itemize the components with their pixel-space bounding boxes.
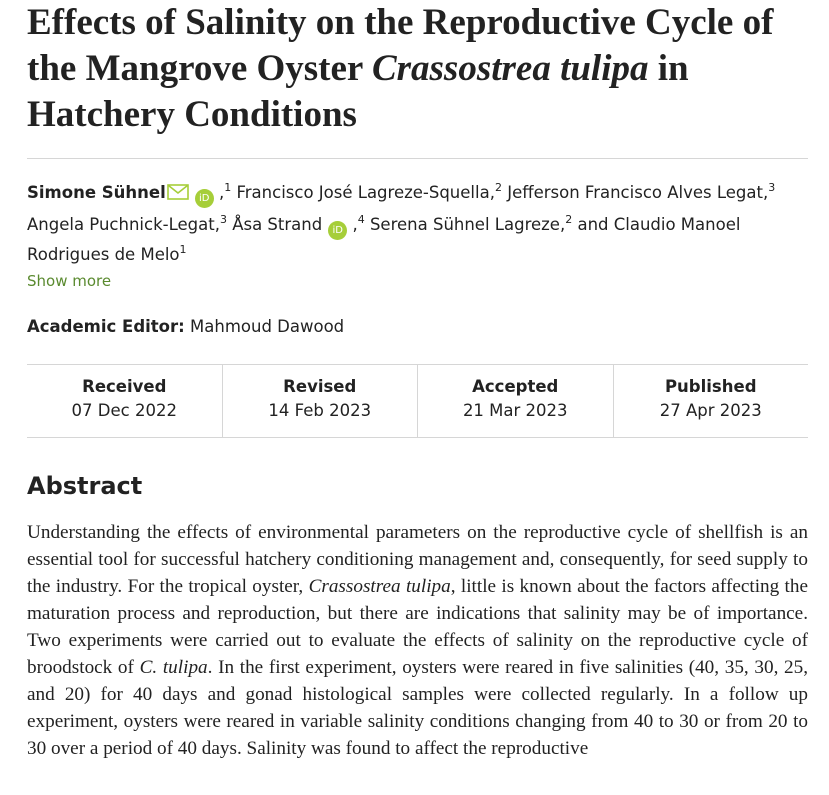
article-title [27,0,817,138]
author-name[interactable]: and Claudio Manoel Rodrigues de Melo [27,215,741,264]
abstract-text-part: Understanding the effects of environmental parameters on the reproductive cycle of shellfish is an essential tool for successful hatchery conditioning management and, consequently, for seed supply to the industry. For the tropical oyster, [27,522,808,597]
author-name[interactable]: Francisco José Lagreze-Squella, [236,183,495,202]
affiliation-number: 4 [357,213,365,226]
affiliation-number: 3 [219,213,227,226]
date-accepted [418,365,614,437]
author-name[interactable]: Simone Sühnel [27,183,166,202]
affiliation-number: 1 [179,243,187,256]
divider [27,158,808,159]
affiliation-number: 2 [565,213,573,226]
author-name[interactable]: Serena Sühnel Lagreze, [369,215,566,234]
date-value: 07 Dec 2022 [71,401,177,420]
title-species-italic: Crassostrea tulipa [371,48,649,89]
orcid-icon[interactable]: iD [328,221,347,240]
date-revised [223,365,419,437]
author-name[interactable]: Åsa Strand [232,215,323,234]
email-icon[interactable] [167,180,189,210]
date-value: 14 Feb 2023 [268,401,372,420]
academic-editor-label: Academic Editor: [27,317,185,336]
academic-editor [27,317,344,336]
publication-dates [27,364,808,438]
author-name[interactable]: Jefferson Francisco Alves Legat, [507,183,769,202]
date-value: 21 Mar 2023 [462,401,568,420]
academic-editor-name: Mahmoud Dawood [190,317,345,336]
abstract-species-italic: C. tulipa [139,657,208,678]
affiliation-number: 2 [494,181,502,194]
orcid-icon[interactable]: iD [195,189,214,208]
date-published [614,365,809,437]
date-value: 27 Apr 2023 [659,401,762,420]
show-more-link[interactable]: Show more [27,272,112,290]
affiliation-number: 3 [768,181,776,194]
abstract-heading: Abstract [27,472,143,500]
date-label: Received [82,377,167,396]
author-list: Simone Sühnel iD ,$^1$ Francisco José Lagreze-Squella,$^2$ Jefferson Francisco Alves Legat,$^3$ Angela Puchnick-Legat,$^3$ Åsa Strand iD ,$^4$ Serena Sühnel Lagreze,$^2$ and Claudio Manoel Rodrigues de Melo$^1$ [27,181,776,264]
title-part-2: in Hatchery Conditions [27,48,689,135]
abstract-species-italic: Crassostrea tulipa [308,576,451,597]
author-name[interactable]: Angela Puchnick-Legat, [27,215,220,234]
date-label: Accepted [472,377,559,396]
abstract-text-part: . In the first experiment, oysters were reared in five salinities (40, 35, 30, 25, and 20) for 40 days and gonad histological samples were collected regularly. In a follow up experiment, oysters were reared in variable salinity conditions changing from 40 to 30 or from 20 to 30 over a period of 40 days. Salinity was found to affect the reproductive [27,657,809,759]
title-part-1: Effects of Salinity on the Reproductive Cycle of the Mangrove Oyster [27,2,774,89]
affiliation-number: 1 [224,181,232,194]
abstract-text-part: , little is known about the factors affecting the maturation process and reproduction, but there are indications that salinity may be of importance. Two experiments were carried out to evaluate the effects of salinity on the reproductive cycle of broodstock of [27,576,809,678]
date-received [27,365,223,437]
abstract-text [27,519,808,762]
date-label: Published [664,377,757,396]
date-label: Revised [283,377,357,396]
